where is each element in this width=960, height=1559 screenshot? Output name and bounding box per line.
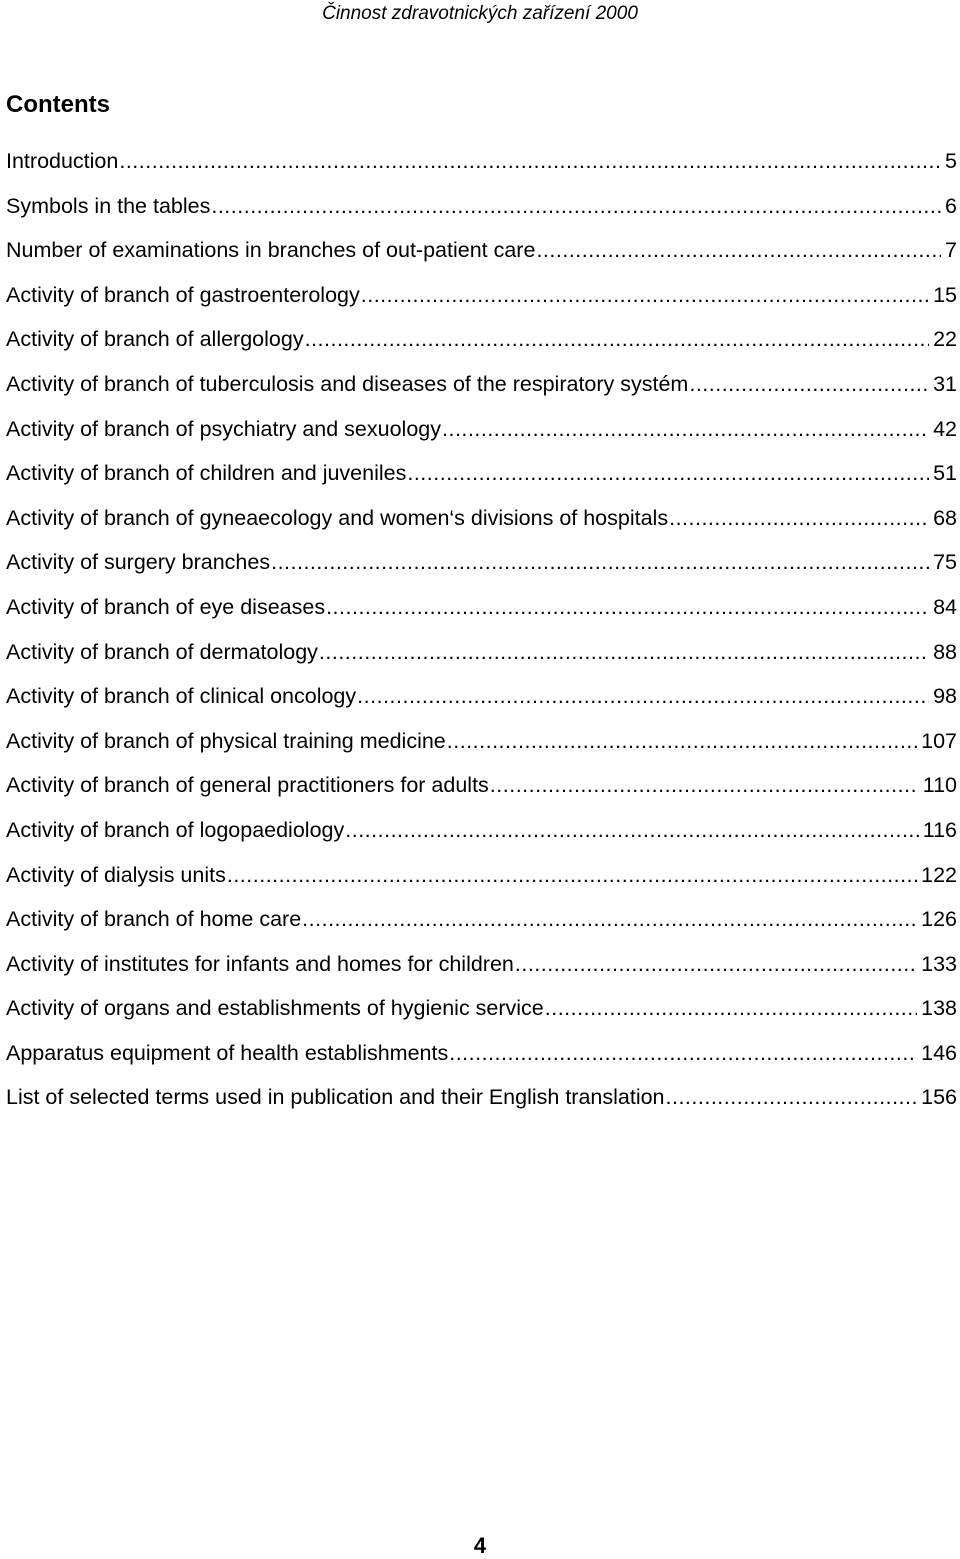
toc-entry-title: Activity of branch of tuberculosis and diseases of the respiratory systém — [6, 371, 689, 396]
dot-leader — [357, 674, 929, 719]
dot-leader — [271, 540, 929, 585]
contents-heading: Contents — [6, 91, 110, 118]
toc-entry[interactable] — [6, 986, 957, 1031]
dot-leader — [669, 496, 929, 541]
toc-entry[interactable] — [6, 362, 957, 407]
dot-leader — [119, 139, 941, 184]
dot-leader — [447, 719, 917, 764]
toc-entry-title: Activity of branch of eye diseases — [6, 594, 326, 619]
toc-entry-page: 68 — [933, 505, 957, 530]
toc-entry[interactable] — [6, 674, 957, 719]
toc-entry[interactable] — [6, 540, 957, 585]
toc-entry-page: 88 — [933, 639, 957, 664]
toc-entry[interactable] — [6, 139, 957, 184]
dot-leader — [442, 407, 929, 452]
dot-leader — [449, 1031, 917, 1076]
toc-entry[interactable] — [6, 763, 957, 808]
toc-entry-page: 6 — [945, 193, 957, 218]
toc-entry-page: 126 — [921, 907, 957, 932]
toc-entry-page: 42 — [933, 416, 957, 441]
toc-entry[interactable] — [6, 407, 957, 452]
toc-entry-title: Symbols in the tables — [6, 193, 211, 218]
toc-entry-page: 22 — [933, 327, 957, 352]
toc-entry[interactable] — [6, 273, 957, 318]
toc-entry-page: 116 — [922, 817, 957, 842]
toc-entry-title: Activity of branch of dermatology — [6, 639, 318, 664]
dot-leader — [227, 853, 917, 898]
running-header: Činnost zdravotnických zařízení 2000 — [322, 3, 638, 24]
toc-entry-page: 7 — [945, 238, 957, 263]
dot-leader — [319, 630, 929, 675]
toc-entry-title: Introduction — [6, 149, 119, 173]
toc-entry-title: Activity of branch of gastroenterology — [6, 282, 360, 307]
toc-entry[interactable] — [6, 808, 957, 853]
dot-leader — [326, 585, 929, 630]
table-of-contents — [6, 139, 957, 1120]
toc-entry-title: Activity of branch of general practitioners for adults — [6, 773, 489, 798]
toc-entry-page: 107 — [921, 728, 957, 753]
toc-entry-title: Activity of branch of logopaediology — [6, 817, 345, 842]
dot-leader — [345, 808, 918, 853]
toc-entry-page: 110 — [922, 773, 957, 798]
dot-leader — [515, 942, 917, 987]
toc-entry[interactable] — [6, 585, 957, 630]
toc-entry-page: 5 — [945, 149, 957, 173]
dot-leader — [666, 1075, 918, 1120]
toc-entry-page: 98 — [933, 684, 957, 709]
dot-leader — [302, 897, 917, 942]
dot-leader — [536, 228, 941, 273]
toc-entry-title: Apparatus equipment of health establishments — [6, 1040, 449, 1065]
toc-entry[interactable] — [6, 897, 957, 942]
toc-entry-page: 84 — [933, 594, 957, 619]
dot-leader — [490, 763, 919, 808]
toc-entry[interactable] — [6, 719, 957, 764]
toc-entry-page: 15 — [933, 282, 957, 307]
toc-entry-title: Activity of branch of psychiatry and sexuology — [6, 416, 441, 441]
toc-entry-page: 51 — [933, 461, 957, 486]
toc-entry-page: 31 — [933, 371, 957, 396]
toc-entry[interactable] — [6, 1031, 957, 1076]
toc-entry-page: 146 — [921, 1040, 957, 1065]
dot-leader — [407, 451, 929, 496]
toc-entry-page: 133 — [921, 951, 957, 976]
dot-leader — [361, 273, 929, 318]
toc-entry-title: Activity of branch of clinical oncology — [6, 684, 357, 709]
toc-entry-title: Activity of branch of physical training medicine — [6, 728, 446, 753]
toc-entry[interactable] — [6, 853, 957, 898]
dot-leader — [545, 986, 917, 1031]
toc-entry[interactable] — [6, 942, 957, 987]
toc-entry-title: Number of examinations in branches of out-patient care — [6, 238, 536, 263]
toc-entry[interactable] — [6, 317, 957, 362]
toc-entry[interactable] — [6, 184, 957, 229]
toc-entry-page: 156 — [921, 1085, 957, 1110]
dot-leader — [211, 184, 941, 229]
toc-entry-page: 122 — [921, 862, 957, 887]
toc-entry-title: Activity of surgery branches — [6, 550, 271, 575]
toc-entry[interactable] — [6, 1075, 957, 1120]
toc-entry-title: Activity of dialysis units — [6, 862, 226, 887]
dot-leader — [689, 362, 929, 407]
toc-entry[interactable] — [6, 451, 957, 496]
toc-entry-title: Activity of branch of children and juveniles — [6, 461, 407, 486]
dot-leader — [305, 317, 930, 362]
toc-entry-title: Activity of branch of home care — [6, 907, 302, 932]
page-number: 4 — [473, 1533, 487, 1558]
toc-entry[interactable] — [6, 228, 957, 273]
toc-entry-title: Activity of institutes for infants and homes for children — [6, 951, 514, 976]
toc-entry-title: Activity of branch of allergology — [6, 327, 304, 352]
toc-entry[interactable] — [6, 496, 957, 541]
toc-entry-page: 138 — [921, 996, 957, 1021]
toc-entry-title: Activity of organs and establishments of hygienic service — [6, 996, 544, 1021]
toc-entry-page: 75 — [933, 550, 957, 575]
toc-entry[interactable] — [6, 630, 957, 675]
toc-entry-title: Activity of branch of gyneaecology and women‘s divisions of hospitals — [6, 505, 669, 530]
toc-entry-title: List of selected terms used in publication and their English translation — [6, 1085, 665, 1110]
